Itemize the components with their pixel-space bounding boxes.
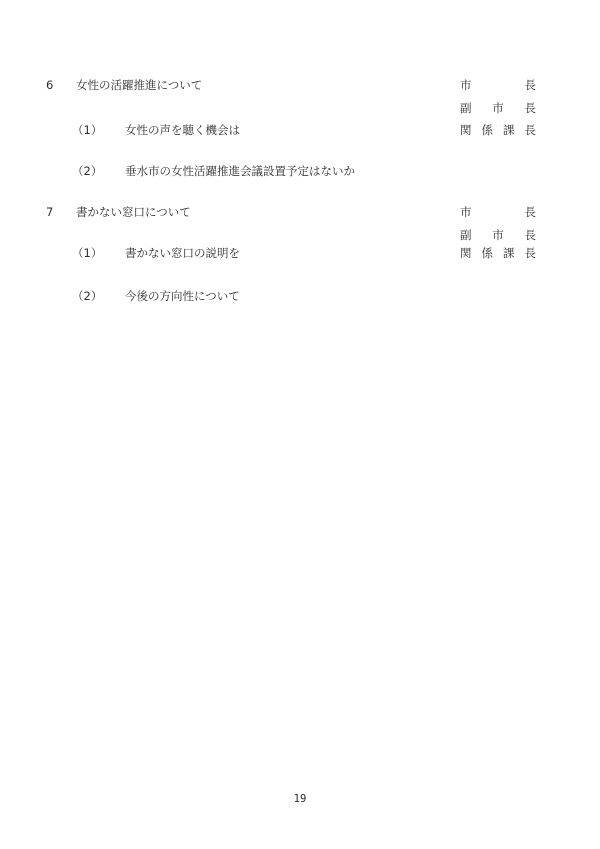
respondent-line: [460, 101, 536, 115]
respondent-char: 市: [460, 78, 472, 92]
respondent-line: [460, 123, 536, 137]
respondent-char: 副: [460, 101, 472, 115]
subitem-number: （1）: [72, 246, 103, 260]
respondent-char: 副: [460, 228, 472, 242]
respondent-char: 関: [460, 123, 472, 137]
respondent-char: 長: [524, 246, 536, 260]
subitem-number: （2）: [72, 164, 103, 178]
respondent-char: 長: [524, 228, 536, 242]
page-number: 19: [293, 793, 307, 805]
respondent-char: 関: [460, 246, 472, 260]
respondent-char: 係: [481, 246, 493, 260]
respondent-char: 課: [503, 246, 515, 260]
respondent-char: 長: [524, 101, 536, 115]
item-title: 女性の活躍推進について: [76, 78, 203, 92]
subitem-number: （2）: [72, 289, 103, 303]
respondent-line: [460, 78, 536, 92]
item-number: 6: [46, 78, 54, 92]
respondent-char: 市: [492, 101, 504, 115]
respondent-line: [460, 246, 536, 260]
subitem-number: （1）: [72, 123, 103, 137]
respondent-char: 長: [524, 205, 536, 219]
subitem-text: 垂水市の女性活躍推進会議設置予定はないか: [125, 164, 355, 178]
respondent-char: 課: [503, 123, 515, 137]
respondent-char: 長: [524, 123, 536, 137]
item-number: 7: [46, 205, 54, 219]
subitem-text: 今後の方向性について: [125, 289, 240, 303]
respondent-char: 市: [460, 205, 472, 219]
respondent-line: [460, 228, 536, 242]
subitem-text: 書かない窓口の説明を: [125, 246, 240, 260]
respondent-line: [460, 205, 536, 219]
item-title: 書かない窓口について: [76, 205, 191, 219]
respondent-char: 長: [524, 78, 536, 92]
subitem-text: 女性の声を聴く機会は: [125, 123, 240, 137]
respondent-char: 係: [481, 123, 493, 137]
respondent-char: 市: [492, 228, 504, 242]
